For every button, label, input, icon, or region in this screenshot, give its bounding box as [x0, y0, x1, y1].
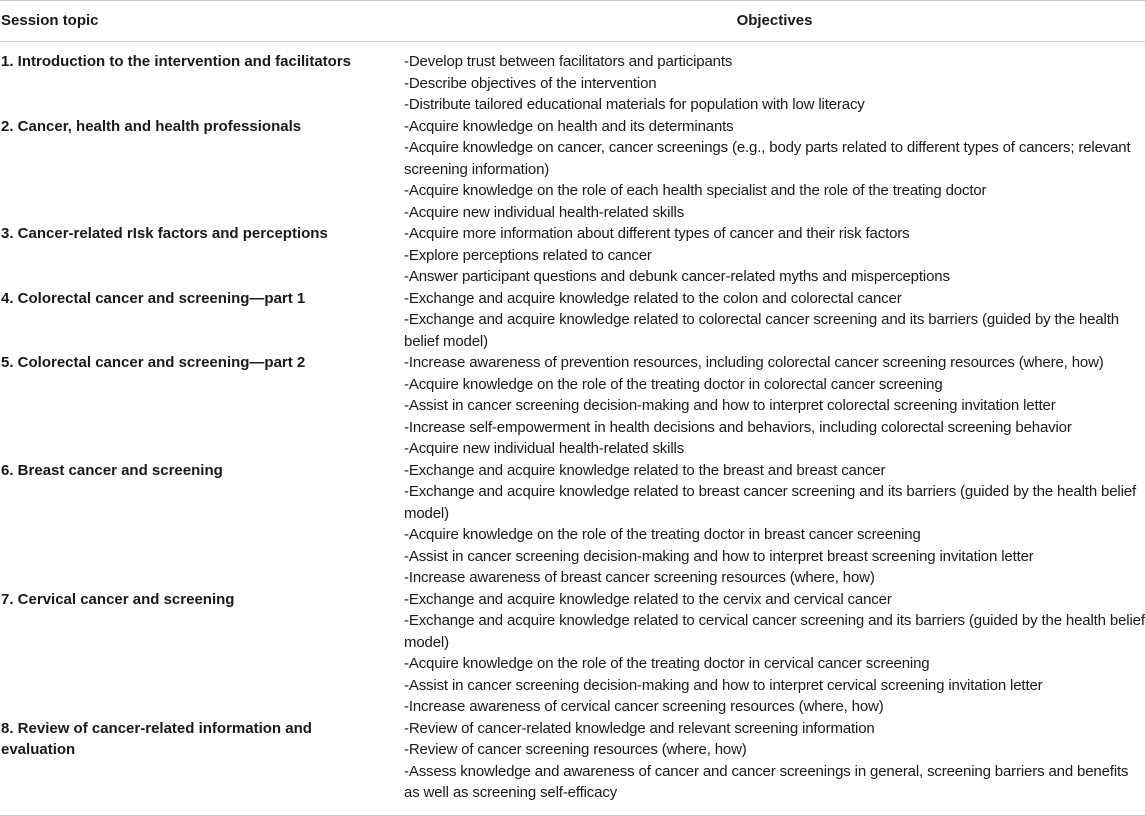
objectives-cell	[404, 718, 1145, 815]
table-header	[0, 1, 1145, 42]
session-topic-cell: 1. Introduction to the intervention and facilitators	[1, 53, 352, 70]
objective-item: -Exchange and acquire knowledge related to the breast and breast cancer	[404, 461, 886, 479]
objective-item: -Acquire knowledge on the role of the treating doctor in breast cancer screening	[404, 526, 921, 543]
objective-item: -Increase awareness of prevention resources, including colorectal cancer screening resources (where, how)	[404, 354, 1104, 371]
objective-item: -Assist in cancer screening decision-making and how to interpret colorectal screening invitation letter	[404, 397, 1056, 414]
session-topic-cell: 8. Review of cancer-related information and evaluation	[1, 719, 312, 758]
objective-item: -Acquire more information about different types of cancer and their risk factors	[404, 225, 910, 242]
objective-item: -Explore perceptions related to cancer	[404, 246, 652, 264]
objective-item: -Develop trust between facilitators and participants	[404, 53, 733, 70]
table-row	[0, 288, 1145, 353]
session-topic-cell: 6. Breast cancer and screening	[1, 461, 223, 479]
objective-item: -Exchange and acquire knowledge related to cervical cancer screening and its barriers (guided by the health belief model)	[404, 612, 1145, 651]
objective-item: -Exchange and acquire knowledge related to breast cancer screening and its barriers (guided by the health belief model)	[404, 483, 1136, 522]
objective-item: -Review of cancer screening resources (where, how)	[404, 741, 747, 758]
table-row	[0, 223, 1145, 288]
header-session-topic: Session topic	[0, 1, 404, 42]
session-objectives-table	[0, 1, 1145, 815]
table-row	[0, 352, 1145, 460]
session-topic-cell: 5. Colorectal cancer and screening—part 2	[1, 354, 306, 371]
table-row	[0, 42, 1145, 116]
table-row	[0, 589, 1145, 718]
objective-item: -Assist in cancer screening decision-making and how to interpret breast screening invitation letter	[404, 547, 1034, 565]
objectives-cell	[404, 42, 1145, 116]
objective-item: -Exchange and acquire knowledge related to the colon and colorectal cancer	[404, 289, 902, 307]
objective-item: -Acquire knowledge on the role of each health specialist and the role of the treating doctor	[404, 182, 987, 199]
objective-item: -Assess knowledge and awareness of cancer and cancer screenings in general, screening barriers and benefits as well as screening self-efficacy	[404, 762, 1129, 801]
objective-item: -Increase self-empowerment in health decisions and behaviors, including colorectal screening behavior	[404, 418, 1072, 436]
objectives-cell	[404, 460, 1145, 589]
objective-item: -Acquire new individual health-related skills	[404, 440, 685, 457]
objective-item: -Distribute tailored educational materials for population with low literacy	[404, 96, 865, 113]
objective-item: -Acquire new individual health-related skills	[404, 203, 685, 221]
objective-item: -Increase awareness of breast cancer screening resources (where, how)	[404, 569, 875, 586]
session-topic-cell: 3. Cancer-related rIsk factors and perceptions	[1, 225, 328, 242]
objective-item: -Acquire knowledge on the role of the treating doctor in cervical cancer screening	[404, 655, 930, 672]
table-row	[0, 718, 1145, 815]
session-topic-cell: 4. Colorectal cancer and screening—part 1	[1, 289, 306, 307]
objectives-cell	[404, 589, 1145, 718]
objective-item: -Acquire knowledge on cancer, cancer screenings (e.g., body parts related to different types of cancers; relevant screening information)	[404, 139, 1131, 178]
objective-item: -Exchange and acquire knowledge related to colorectal cancer screening and its barriers (guided by the health belief model)	[404, 311, 1119, 350]
objectives-cell	[404, 288, 1145, 353]
objective-item: -Assist in cancer screening decision-making and how to interpret cervical screening invitation letter	[404, 676, 1043, 694]
objective-item: -Describe objectives of the intervention	[404, 74, 657, 92]
objective-item: -Answer participant questions and debunk cancer-related myths and misperceptions	[404, 268, 950, 285]
objective-item: -Acquire knowledge on health and its determinants	[404, 117, 734, 135]
header-row	[0, 1, 1145, 42]
objectives-cell	[404, 223, 1145, 288]
objective-item: -Acquire knowledge on the role of the treating doctor in colorectal cancer screening	[404, 375, 943, 393]
objective-item: -Increase awareness of cervical cancer screening resources (where, how)	[404, 698, 884, 715]
table-row	[0, 460, 1145, 589]
objective-item: -Exchange and acquire knowledge related to the cervix and cervical cancer	[404, 590, 892, 608]
objective-item: -Review of cancer-related knowledge and relevant screening information	[404, 719, 875, 737]
table-row	[0, 116, 1145, 224]
header-objectives: Objectives	[404, 1, 1145, 42]
table-body	[0, 42, 1145, 815]
objectives-cell	[404, 116, 1145, 224]
session-topic-cell: 7. Cervical cancer and screening	[1, 590, 235, 608]
session-topic-cell: 2. Cancer, health and health professionals	[1, 117, 302, 135]
objectives-cell	[404, 352, 1145, 460]
